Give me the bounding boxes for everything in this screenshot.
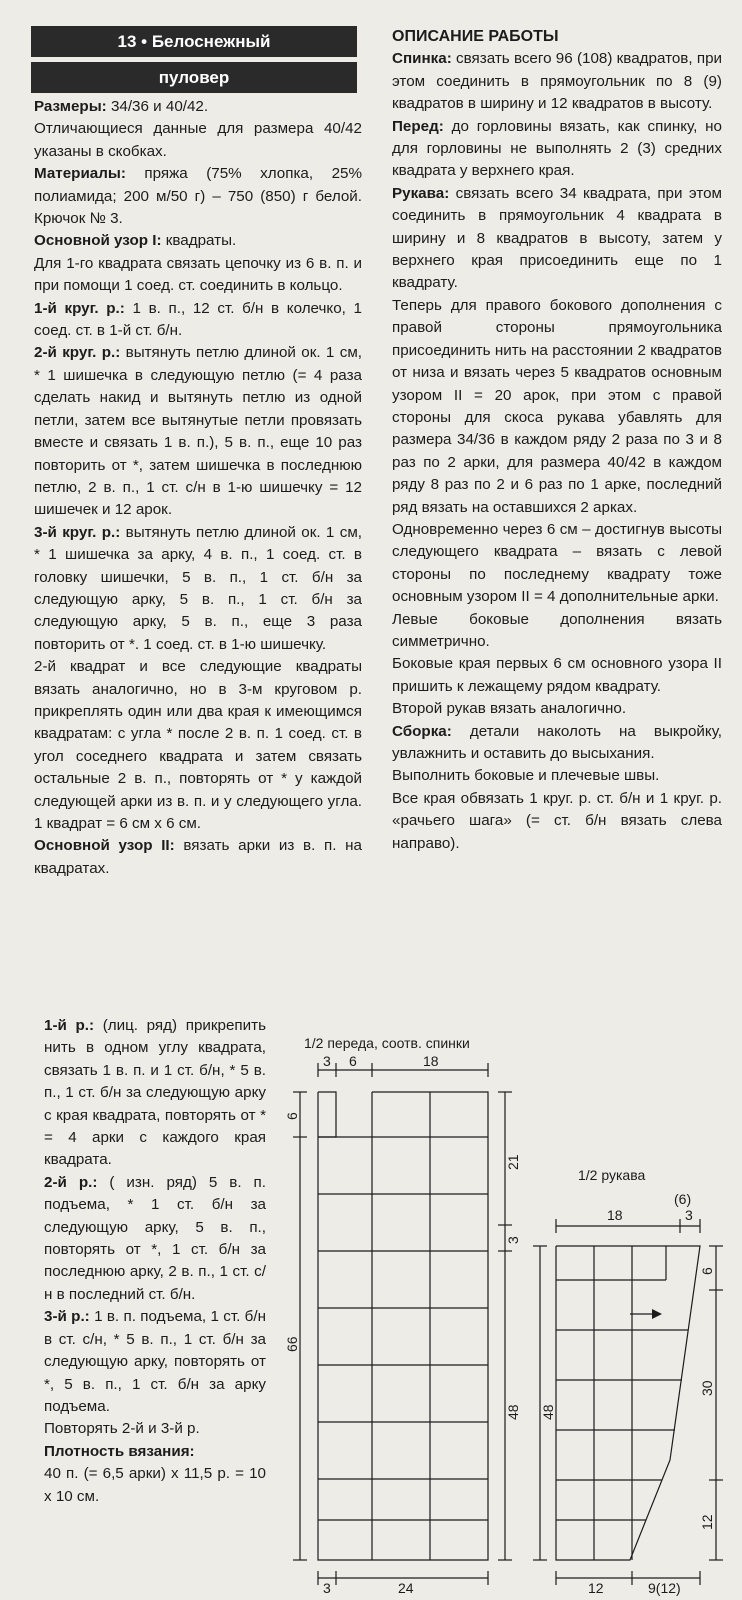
front-bottom-dim-1: 3 — [323, 1580, 331, 1596]
front-right-dim-3: 48 — [505, 1404, 521, 1420]
paragraph-label: 1-й круг. р.: — [34, 299, 125, 317]
paragraph-text: Одновременно через 6 см – достигнув высоты следующего квадрата – вязать с левой стороны по последнему квадрату тоже основным узором II = 4 дополнительные арки. — [392, 520, 722, 606]
sleeve-right-dim-3: 12 — [699, 1514, 715, 1530]
paragraph-text: 1 в. п., 12 ст. б/н в колечко, 1 соед. ст. в 1-й ст. б/н. — [34, 299, 362, 340]
front-top-dim-2: 6 — [349, 1053, 357, 1069]
front-neck-shoulder — [318, 1092, 336, 1137]
front-top-dim-3: 18 — [423, 1053, 439, 1069]
paragraph-text: Выполнить боковые и плечевые швы. — [392, 767, 660, 785]
paragraph-label: 3-й круг. р.: — [34, 523, 121, 541]
sleeve-right-dim-1: 6 — [699, 1267, 715, 1275]
front-diagram-title: 1/2 переда, соотв. спинки — [304, 1035, 470, 1051]
front-left-dim-2: 66 — [284, 1336, 300, 1352]
paragraph-text: Второй рукав вязать аналогично. — [392, 700, 627, 718]
article-title-line2: пуловер — [31, 62, 357, 93]
paragraph-label: 3-й р.: — [44, 1308, 90, 1326]
sleeve-top-dim-2: (6) — [674, 1191, 692, 1207]
sleeve-top-dim-1: 18 — [607, 1207, 623, 1223]
front-left-dim-1: 6 — [284, 1112, 300, 1120]
front-top-dim-1: 3 — [323, 1053, 331, 1069]
paragraph-text: детали наколоть на выкройку, увлажнить и оставить до высыхания. — [392, 722, 722, 762]
paragraph-text: 34/36 и 40/42. — [106, 98, 209, 115]
sleeve-bottom-dim-2: 9(12) — [648, 1580, 681, 1596]
work-description-heading: ОПИСАНИЕ РАБОТЫ — [392, 28, 559, 45]
front-right-dim-2: 3 — [505, 1236, 521, 1244]
sleeve-outline — [556, 1246, 700, 1560]
paragraph-text: вытянуть петлю длиной ок. 1 см, * 1 шишечка в следующую петлю (= 4 раза сделать накид и вытянуть петлю из одной петли, затем все вытянутые петли провязать вместе и связать 1 в. п.), 5 в. п., еще 10 раз повторить от *, затем шишечка в последнюю петлю, 2 в. п., 1 ст. с/н в 1-ю шишечку = 12 шишечек и 12 арок. — [34, 344, 362, 519]
paragraph-text: Левые боковые дополнения вязать симметрично. — [392, 610, 722, 650]
paragraph-label: Основной узор II: — [34, 837, 175, 855]
paragraph-text: связать всего 96 (108) квадратов, при этом соединить в прямоугольник по 8 (9) квадратов в ширину и 12 квадратов в высоту. — [392, 50, 722, 113]
paragraph-label: Спинка: — [392, 50, 452, 68]
front-outline — [318, 1092, 488, 1560]
paragraph-label: Перед: — [392, 117, 444, 135]
paragraph-text: (лиц. ряд) прикрепить нить в одном углу квадрата, связать 1 в. п. и 1 ст. б/н, * 5 в. п., 1 ст. б/н за следующую арку с края квадрата, повторять от * = 4 арки с каждого края квадрата. — [44, 1017, 266, 1169]
paragraph-text: 40 п. (= 6,5 арки) х 11,5 р. = 10 х 10 см. — [44, 1465, 266, 1505]
paragraph-text: квадраты. — [161, 232, 237, 250]
paragraph-text: Повторять 2-й и 3-й р. — [44, 1420, 200, 1438]
paragraph-label: Размеры: — [34, 98, 107, 115]
sleeve-left-dim: 48 — [540, 1404, 556, 1420]
sleeve-top-dim-3: 3 — [685, 1207, 693, 1223]
paragraph-label: Плотность вязания: — [44, 1442, 195, 1460]
paragraph-label: 1-й р.: — [44, 1017, 95, 1034]
paragraph-label: 2-й круг. р.: — [34, 344, 121, 362]
front-bottom-dim-2: 24 — [398, 1580, 414, 1596]
paragraph-text: Теперь для правого бокового дополнения с правой стороны прямоугольника присоединить нить на расстоянии 2 квадратов от низа и вязать через 5 квадратов основным узором II = 20 арок, при этом с правой стороны для скоса рукава убавлять для размера 34/36 в каждом ряду 2 раза по 3 и 8 раз по 2 арки, для размера 40/42 в каждом ряду 8 раз по 2 и 6 раз по 1 арке, последний ряд вязать на оставшихся 2 арках. — [392, 296, 722, 516]
paragraph-text: вытянуть петлю длиной ок. 1 см, * 1 шишечка за арку, 4 в. п., 1 соед. ст. в головку шишечки, 5 в. п., 1 ст. б/н за следующую арку, 5 в. п., 1 ст. б/н за следующую арку, 5 в. п., еще 3 раза повторить от *. 1 соед. ст. в 1-ю шишечку. — [34, 523, 362, 653]
paragraph-text: пряжа (75% хлопка, 25% полиамида; 200 м/50 г) – 750 (850) г белой. Крючок № 3. — [34, 165, 362, 228]
paragraph-text: Все края обвязать 1 круг. р. ст. б/н и 1 круг. р. «рачьего шага» (= ст. б/н вязать слева направо). — [392, 789, 722, 852]
paragraph-label: 2-й р.: — [44, 1173, 98, 1191]
paragraph-text: Боковые края первых 6 см основного узора II пришить к лежащему рядом квадрату. — [392, 655, 722, 695]
sleeve-right-dim-2: 30 — [699, 1380, 715, 1396]
paragraph-text: 2-й квадрат и все следующие квадраты вязать аналогично, но в 3-м круговом р. прикреплять один или два края к имеющимся квадратам: с угла * после 2 в. п. 1 соед. ст. в угол соседнего квадрата и затем связать остальные 2 в. п., повторять от * у каждой следующей арки из в. п. и у следующего угла. 1 квадрат = 6 см х 6 см. — [34, 658, 362, 832]
paragraph-text: до горловины вязать, как спинку, но для горловины не выполнять 2 (3) средних квадрата у верхнего края. — [392, 117, 722, 180]
paragraph-label: Сборка: — [392, 722, 452, 740]
paragraph-text: ( изн. ряд) 5 в. п. подъема, * 1 ст. б/н за следующую арку, 5 в. п., повторять от *, 1 ст. б/н за последнюю арку, 2 в. п., 1 ст. с/н в последний ст. б/н. — [44, 1173, 266, 1303]
sleeve-bottom-dim-1: 12 — [588, 1580, 604, 1596]
paragraph-label: Рукава: — [392, 184, 450, 202]
paragraph-text: 1 в. п. подъема, 1 ст. б/н в ст. с/н, * 5 в. п., 1 ст. б/н за следующую арку, повторять от *, 5 в. п., 1 ст. б/н за арку подъема. — [44, 1308, 266, 1415]
article-title-line1: 13 • Белоснежный — [31, 26, 357, 57]
paragraph-text: связать всего 34 квадрата, при этом соединить в прямоугольник 4 квадрата в ширину и 8 квадратов в высоту, затем у верхнего края присоединить еще по 1 квадрату. — [392, 184, 722, 292]
paragraph-label: Материалы: — [34, 165, 126, 183]
sleeve-diagram-title: 1/2 рукава — [578, 1167, 646, 1183]
paragraph-text: вязать арки из в. п. на квадратах. — [34, 837, 362, 877]
paragraph-text: Для 1-го квадрата связать цепочку из 6 в. п. и при помощи 1 соед. ст. соединить в кольцо. — [34, 254, 362, 295]
arrow-head — [652, 1309, 662, 1319]
paragraph-label: Основной узор I: — [34, 232, 162, 250]
paragraph-text: Отличающиеся данные для размера 40/42 указаны в скобках. — [34, 120, 362, 160]
front-right-dim-1: 21 — [505, 1154, 521, 1170]
